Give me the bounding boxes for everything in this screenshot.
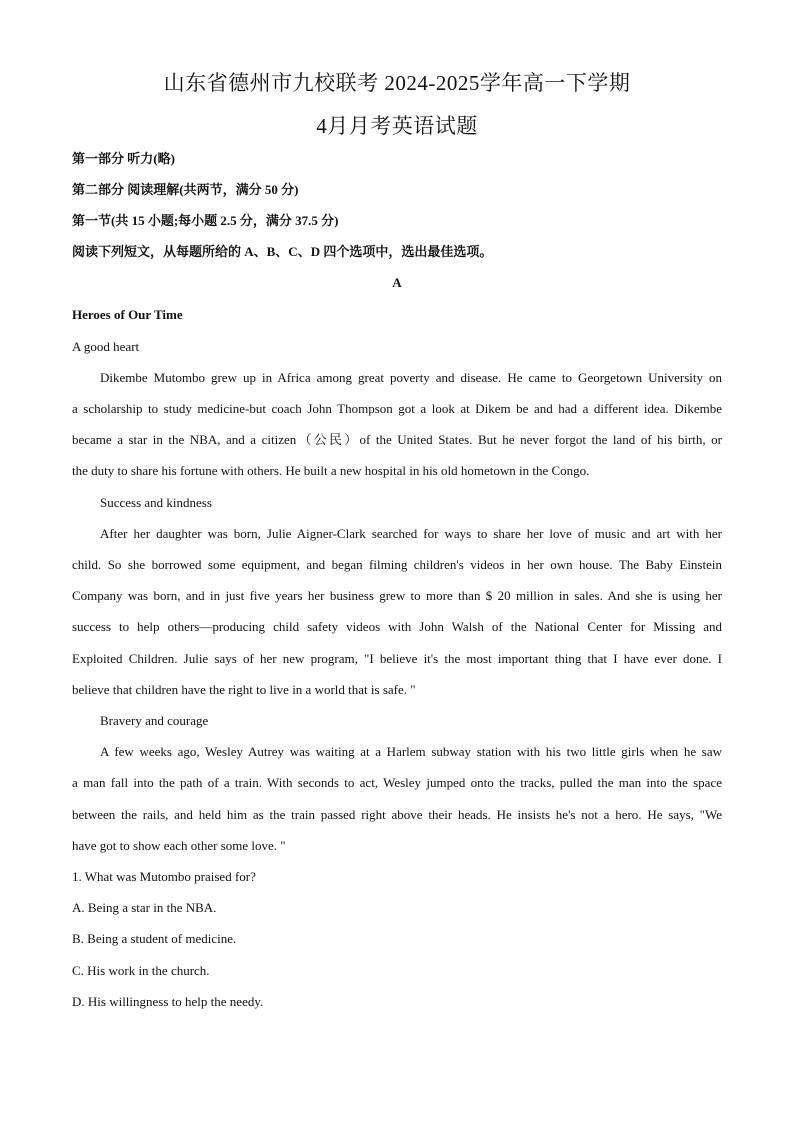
paragraph-line: Company was born, and in just five years her business grew to more than $ 20 million in sales. And she is using her bbox=[72, 588, 722, 603]
subheading-good-heart: A good heart bbox=[72, 339, 140, 354]
exam-title-line-1: 山东省德州市九校联考 2024-2025学年高一下学期 bbox=[163, 71, 631, 95]
subheading-success-kindness: Success and kindness bbox=[100, 495, 212, 510]
question-option-c: C. His work in the church. bbox=[72, 963, 210, 978]
subheading-bravery-courage: Bravery and courage bbox=[100, 713, 209, 728]
question-option-a: A. Being a star in the NBA. bbox=[72, 900, 217, 915]
paragraph-line: After her daughter was born, Julie Aigner-Clark searched for ways to share her love of music and art with her bbox=[100, 526, 722, 541]
question-option-b: B. Being a student of medicine. bbox=[72, 931, 237, 946]
paragraph-line: have got to show each other some love. " bbox=[72, 838, 286, 853]
paragraph-line: believe that children have the right to live in a world that is safe. " bbox=[72, 682, 416, 697]
paragraph-line: a scholarship to study medicine-but coach John Thompson got a look at Dikem be and had a different idea. Dikembe bbox=[72, 401, 722, 416]
passage-letter: A bbox=[392, 275, 402, 290]
question-stem: 1. What was Mutombo praised for? bbox=[72, 869, 256, 884]
paragraph-line: the duty to share his fortune with others. He built a new hospital in his old hometown in the Congo. bbox=[72, 463, 590, 478]
section-one-heading: 第一节(共 15 小题;每小题 2.5 分，满分 37.5 分) bbox=[72, 213, 339, 228]
paragraph-line: Dikembe Mutombo grew up in Africa among great poverty and disease. He came to Georgetown University on bbox=[100, 370, 722, 385]
passage-heading: Heroes of Our Time bbox=[72, 307, 183, 322]
exam-title-line-2: 4月月考英语试题 bbox=[316, 114, 478, 138]
paragraph-line: a man fall into the path of a train. With seconds to act, Wesley jumped onto the tracks, pulled the man into the space bbox=[72, 775, 722, 790]
paragraph-line: between the rails, and held him as the train passed right above their heads. He insists he's not a hero. He says, "We bbox=[72, 807, 722, 822]
paragraph-line: A few weeks ago, Wesley Autrey was waiting at a Harlem subway station with his two little girls when he saw bbox=[100, 744, 722, 759]
paragraph-line: success to help others—producing child safety videos with John Walsh of the National Center for Missing and bbox=[72, 619, 722, 634]
part-one-heading: 第一部分 听力(略) bbox=[72, 151, 175, 166]
paragraph-line: Exploited Children. Julie says of her new program, "I believe it's the most important thing that I have ever done. I bbox=[72, 651, 722, 666]
question-option-d: D. His willingness to help the needy. bbox=[72, 994, 264, 1009]
part-two-heading: 第二部分 阅读理解(共两节，满分 50 分) bbox=[72, 182, 299, 197]
paragraph-line: child. So she borrowed some equipment, and began filming children's videos in her own house. The Baby Einstein bbox=[72, 557, 722, 572]
reading-instruction: 阅读下列短文，从每题所给的 A、B、C、D 四个选项中，选出最佳选项。 bbox=[72, 244, 493, 259]
paragraph-line: became a star in the NBA, and a citizen（公民）of the United States. But he never forgot the land of his birth, or bbox=[72, 432, 722, 447]
